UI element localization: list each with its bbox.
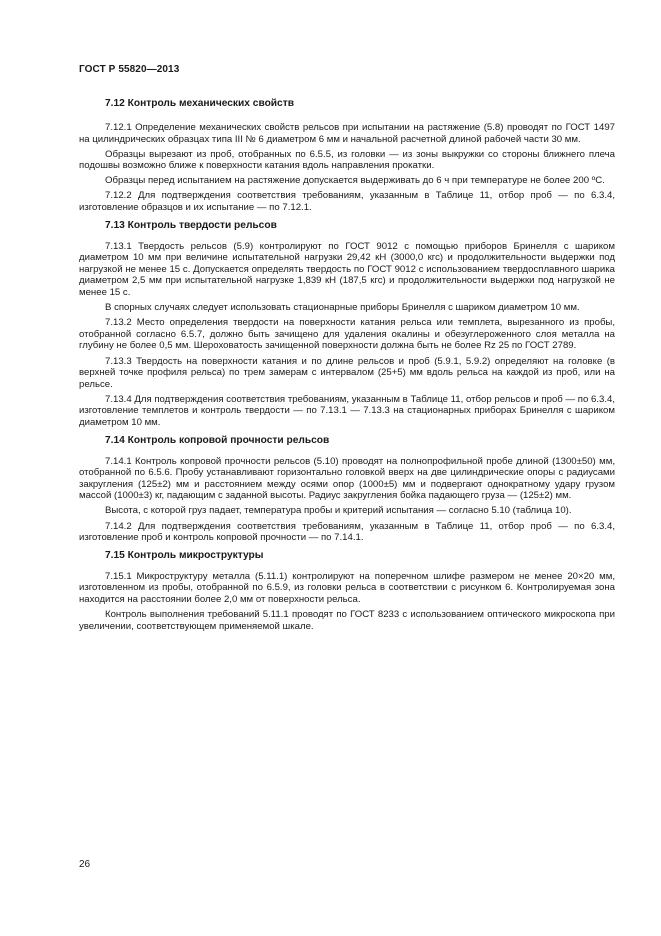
paragraph: Высота, с которой груз падает, температура пробы и критерий испытания — согласно 5.10 (таблица 10). bbox=[105, 505, 572, 517]
paragraph: 7.14.1 Контроль копровой прочности рельсов (5.10) проводят на полнопрофильной пробе длиной (1300±50) мм, отобранной по 6.5.6. Пробу устанавливают горизонтально головкой вверх на две цилиндрические опоры с радиусами закругления (125±2) мм и расстоянием между осями опор (1000±5) мм и подвергают однократному удару грузом массой (1000±3) кг, падающим с заданной высоты. Радиус закругления бойка падающего груза — (125±2) мм. bbox=[79, 455, 615, 502]
section-7-12 bbox=[79, 98, 615, 214]
paragraph: Контроль выполнения требований 5.11.1 проводят по ГОСТ 8233 с использованием оптического микроскопа при увеличении, соответствующем применяемой шкале. bbox=[79, 609, 615, 632]
page-header-standard: ГОСТ Р 55820—2013 bbox=[79, 64, 180, 75]
section-7-13 bbox=[79, 220, 615, 429]
section-7-15 bbox=[79, 550, 615, 632]
section-7-14 bbox=[79, 435, 615, 544]
section-heading: 7.12 Контроль механических свойств bbox=[105, 98, 294, 109]
section-heading: 7.13 Контроль твердости рельсов bbox=[105, 219, 277, 231]
paragraph: 7.13.1 Твердость рельсов (5.9) контролируют по ГОСТ 9012 с помощью приборов Бринелля с шариком диаметром 10 мм при величине испытательной нагрузки 29,42 кН (3000,0 кгс) и продолжительности выдержки под нагрузкой не менее 15 с. Допускается определять твердость по ГОСТ 9012 с использованием твердосплавного шарика диаметром 2,5 мм при испытательной нагрузке 1,839 кН (187,5 кгс) и продолжительности выдержки под нагрузкой не менее 15 с. bbox=[79, 240, 615, 299]
paragraph: В спорных случаях следует использовать стационарные приборы Бринелля с шариком диаметром 10 мм. bbox=[105, 302, 580, 314]
paragraph: 7.12.1 Определение механических свойств рельсов при испытании на растяжение (5.8) проводят по ГОСТ 1497 на цилиндрических образцах типа III № 6 диаметром 6 мм и начальной расчетной длиной рабочей части 30 мм. bbox=[79, 122, 615, 145]
paragraph: 7.15.1 Микроструктуру металла (5.11.1) контролируют на поперечном шлифе размером не менее 20×20 мм, изготовленном из пробы, отобранной по 6.5.9, из головки рельса в соответствии с рисунком 6. Контролируемая зона находится на расстоянии более 2,0 мм от поверхности рельса. bbox=[79, 570, 615, 605]
document-body bbox=[79, 98, 615, 636]
section-heading: 7.15 Контроль микроструктуры bbox=[105, 549, 264, 561]
page-number: 26 bbox=[79, 859, 91, 870]
paragraph: 7.13.4 Для подтверждения соответствия требованиям, указанным в Таблице 11, отбор рельсов и проб — по 6.3.4, изготовление темплетов и контроль твердости — по 7.13.1 — 7.13.3 на стационарных приборах Бринелля с шариком диаметром 10 мм. bbox=[79, 393, 615, 428]
paragraph: 7.14.2 Для подтверждения соответствия требованиям, указанным в Таблице 11, отбор проб — по 6.3.4, изготовление проб и контроль копровой прочности — по 7.14.1. bbox=[79, 520, 615, 544]
paragraph: 7.13.2 Место определения твердости на поверхности катания рельса или темплета, вырезанного из пробы, отобранной согласно 6.5.7, должно быть зачищено для удаления окалины и обезуглероженного слоя металла на глубину не более 0,5 мм. Шероховатость зачищенной поверхности должна быть не более Rz 25 по ГОСТ 2789. bbox=[79, 317, 615, 352]
paragraph: Образцы вырезают из проб, отобранных по 6.5.5, из головки — из зоны выкружки со стороны ближнего плеча подошвы возможно ближе к поверхности катания вдоль направления прокатки. bbox=[79, 148, 615, 172]
paragraph: 7.12.2 Для подтверждения соответствия требованиям, указанным в Таблице 11, отбор проб — по 6.3.4, изготовление образцов и их испытание — по 7.12.1. bbox=[79, 190, 615, 214]
section-heading: 7.14 Контроль копровой прочности рельсов bbox=[105, 434, 330, 446]
paragraph: Образцы перед испытанием на растяжение допускается выдерживать до 6 ч при температуре не более 200 ºС. bbox=[105, 175, 605, 187]
paragraph: 7.13.3 Твердость на поверхности катания и по длине рельсов и проб (5.9.1, 5.9.2) определяют на головке (в верхней точке профиля рельса) по трем замерам с интервалом (25+5) мм вдоль рельса на каждой из проб, или на рельсе. bbox=[79, 355, 615, 390]
